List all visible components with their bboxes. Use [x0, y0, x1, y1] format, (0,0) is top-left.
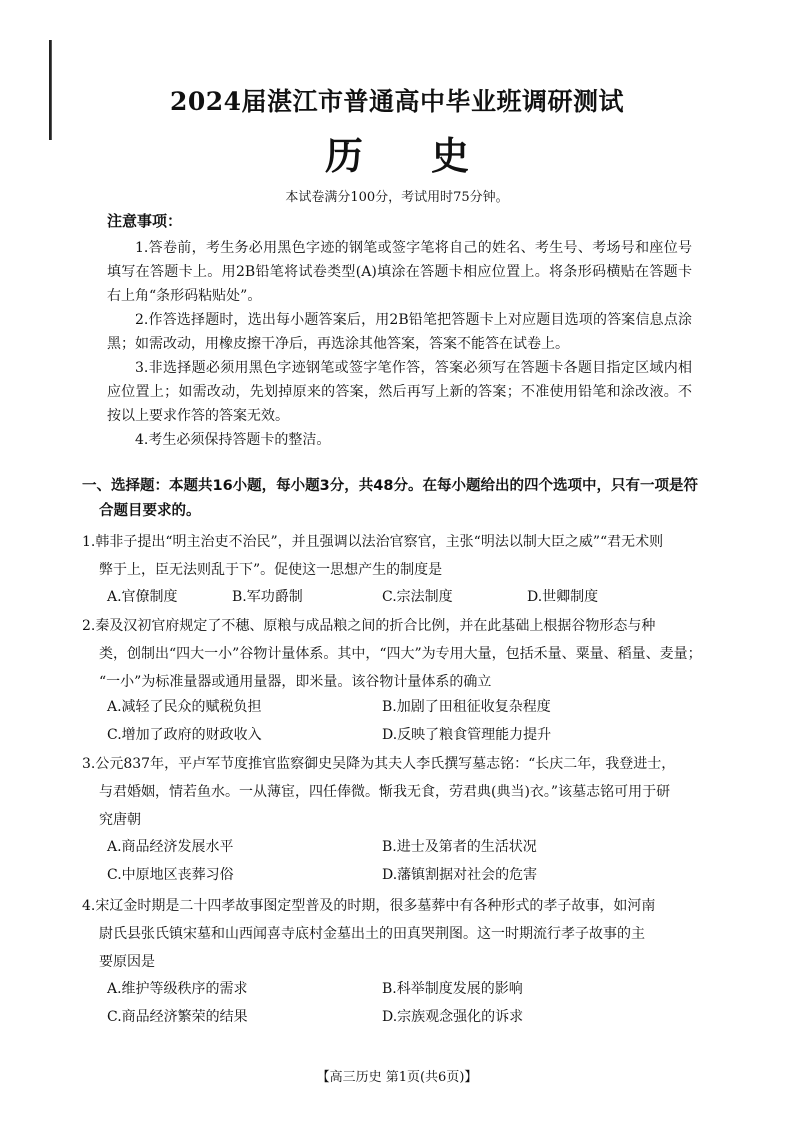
question-line: 要原因是	[99, 954, 155, 970]
option-d: D.宗族观念强化的诉求	[382, 1009, 524, 1025]
option-d: D.世卿制度	[527, 589, 599, 605]
question-2	[82, 612, 727, 696]
question-4	[82, 892, 727, 976]
options-row	[107, 836, 707, 862]
option-d: D.反映了粮食管理能力提升	[382, 727, 552, 743]
option-b: B.军功爵制	[232, 589, 303, 605]
option-c: C.宗法制度	[382, 589, 453, 605]
question-line: 与君婚姻，情若鱼水。一从薄宦，四任俸微。惭我无食，劳君典(典当)衣。”该墓志铭可用于研	[99, 784, 671, 800]
question-line: 1.韩非子提出“明主治吏不治民”，并且强调以法治官察官，主张“明法以制大臣之威”“君无术则	[82, 534, 664, 550]
question-3	[82, 750, 727, 834]
options-row	[107, 586, 707, 612]
subject-char: 史	[431, 133, 470, 178]
question-line: 尉氏县张氏镇宋墓和山西闻喜寺底村金墓出土的田真哭荆图。这一时期流行孝子故事的主	[99, 926, 645, 942]
option-c: C.商品经济繁荣的结果	[107, 1009, 248, 1025]
question-line: 3.公元837年，平卢军节度推官监察御史吴降为其夫人李氏撰写墓志铭：“长庆二年，我登进士，	[82, 756, 676, 772]
question-line: 弊于上，臣无法则乱于下”。促使这一思想产生的制度是	[99, 562, 443, 578]
option-b: B.科举制度发展的影响	[382, 981, 523, 997]
note-item: 3.非选择题必须用黑色字迹钢笔或签字笔作答，答案必须写在答题卡各题目指定区域内相应位置上；如需改动，先划掉原来的答案，然后再写上新的答案；不准使用铅笔和涂改液。不按以上要求作答的答案无效。	[107, 360, 692, 424]
subject-char: 历	[324, 133, 363, 178]
page-footer: 【高三历史 第1页(共6页)】	[316, 1070, 478, 1085]
question-line: “一小”为标准量器或通用量器，即米量。该谷物计量体系的确立	[99, 674, 492, 690]
options-row	[107, 978, 707, 1004]
options-row	[107, 1006, 707, 1032]
note-item: 2.作答选择题时，选出每小题答案后，用2B铅笔把答题卡上对应题目选项的答案信息点涂黑；如需改动，用橡皮擦干净后，再选涂其他答案，答案不能答在试卷上。	[107, 312, 692, 352]
option-a: A.商品经济发展水平	[107, 839, 234, 855]
section-heading	[82, 474, 722, 524]
options-row	[107, 696, 707, 722]
question-line: 究唐朝	[99, 812, 141, 828]
note-item: 1.答卷前，考生务必用黑色字迹的钢笔或签字笔将自己的姓名、考生号、考场号和座位号填写在答题卡上。用2B铅笔将试卷类型(A)填涂在答题卡相应位置上。将条形码横贴在答题卡右上角“条形码粘贴处”。	[107, 240, 692, 304]
score-time-line: 本试卷满分100分，考试用时75分钟。	[285, 190, 509, 205]
option-b: B.加剧了田租征收复杂程度	[382, 699, 551, 715]
question-line: 4.宋辽金时期是二十四孝故事图定型普及的时期，很多墓葬中有各种形式的孝子故事，如河南	[82, 898, 656, 914]
option-a: A.减轻了民众的赋税负担	[107, 699, 262, 715]
subject-title	[0, 125, 794, 180]
option-c: C.增加了政府的财政收入	[107, 727, 262, 743]
option-b: B.进士及第者的生活状况	[382, 839, 537, 855]
option-d: D.藩镇割据对社会的危害	[382, 867, 538, 883]
section-line: 一、选择题：本题共16小题，每小题3分，共48分。在每小题给出的四个选项中，只有一项是符	[82, 478, 698, 494]
options-row	[107, 724, 707, 750]
notes-heading: 注意事项：	[107, 212, 183, 230]
option-c: C.中原地区丧葬习俗	[107, 867, 234, 883]
option-a: A.官僚制度	[107, 589, 178, 605]
question-line: 类，创制出“四大一小”谷物计量体系。其中，“四大”为专用大量，包括禾量、粟量、稻量、麦量；	[99, 646, 702, 662]
question-line: 2.秦及汉初官府规定了不穗、原粮与成品粮之间的折合比例，并在此基础上根据谷物形态与种	[82, 618, 656, 634]
section-line: 合题目要求的。	[99, 503, 201, 519]
note-item: 4.考生必须保持答题卡的整洁。	[135, 432, 331, 448]
option-a: A.维护等级秩序的需求	[107, 981, 248, 997]
exam-title: 2024届湛江市普通高中毕业班调研测试	[169, 87, 625, 116]
question-1	[82, 528, 727, 584]
options-row	[107, 864, 707, 890]
